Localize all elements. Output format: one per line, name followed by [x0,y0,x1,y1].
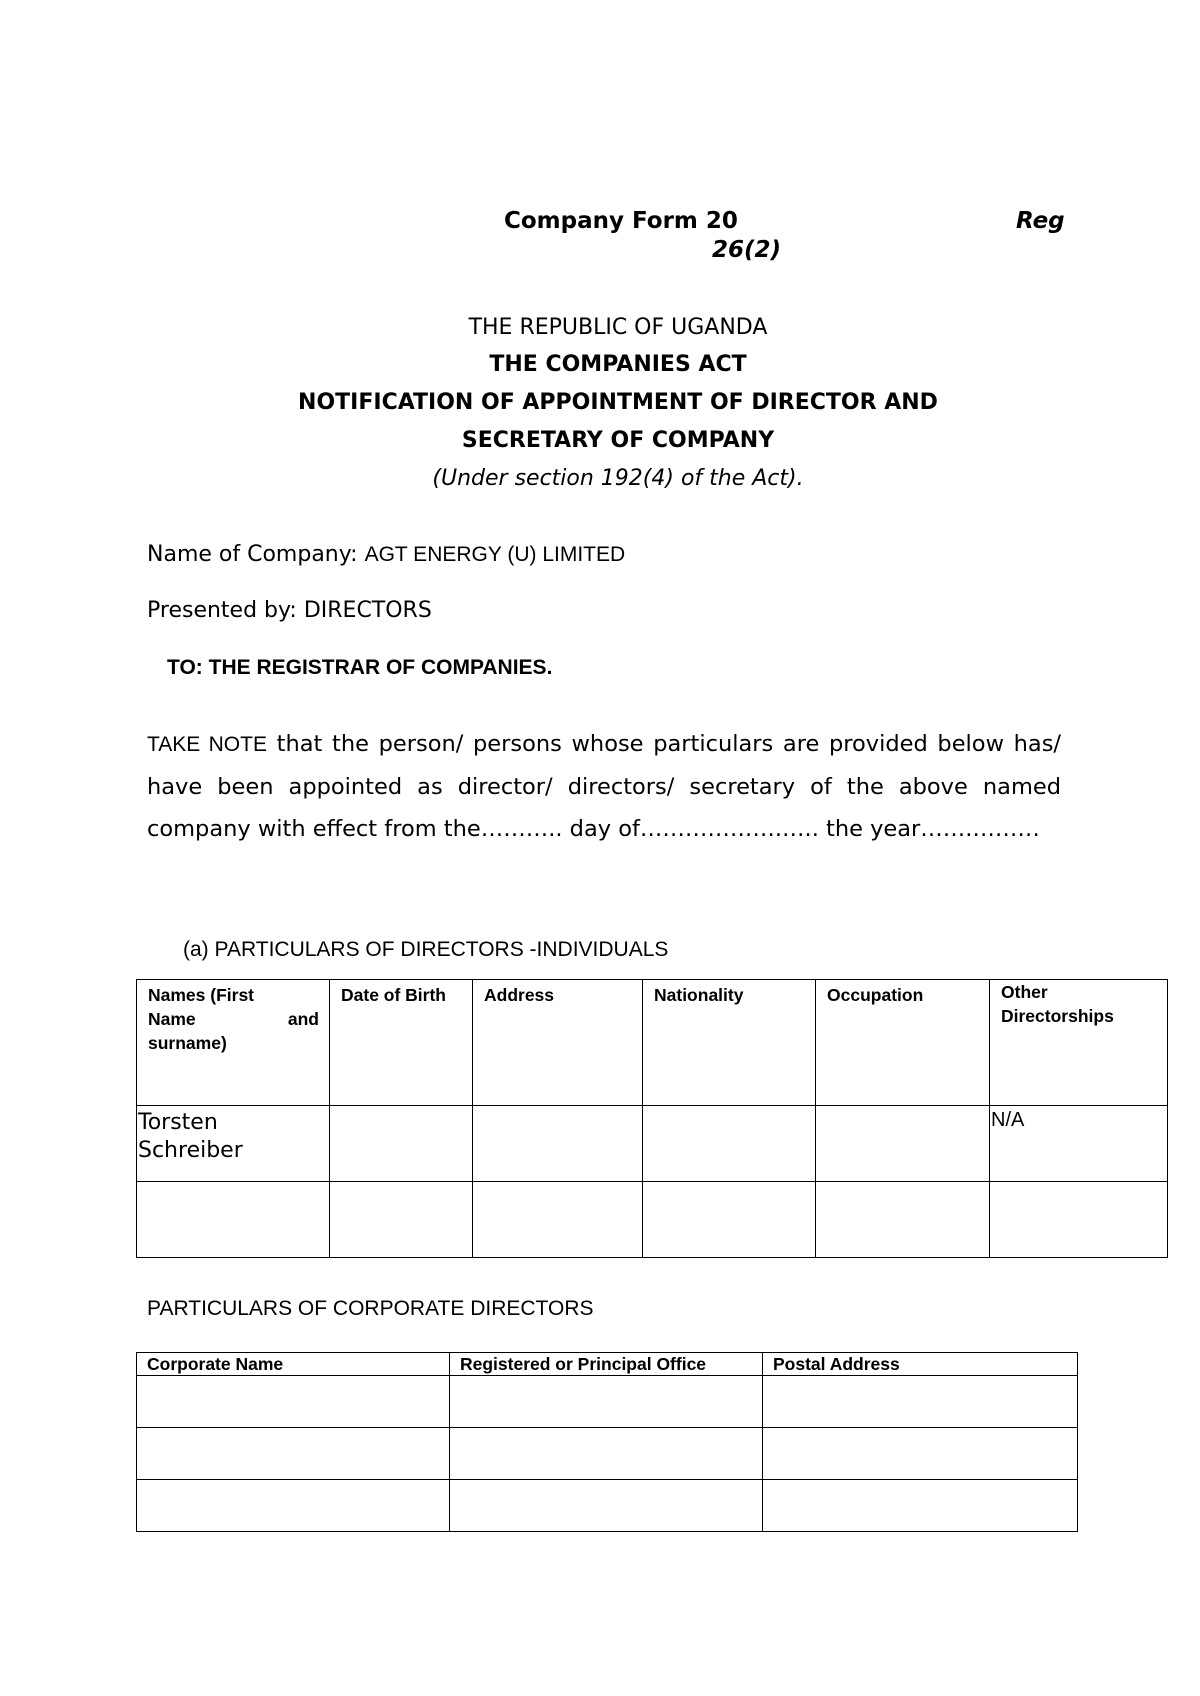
col-other-line1: Other [1001,982,1048,1002]
col-names-line2-a: Name [148,1009,196,1029]
cell-other-directorships: N/A [990,1106,1168,1182]
section-reference: (Under section 192(4) of the Act). [432,466,804,491]
cell-corporate-name [137,1480,450,1532]
cell-dob [330,1106,473,1182]
notice-lead: TAKE NOTE [147,733,267,756]
table-row [137,1428,1078,1480]
col-occupation: Occupation [816,980,990,1106]
col-nationality: Nationality [643,980,816,1106]
individual-directors-heading: (a) PARTICULARS OF DIRECTORS -INDIVIDUALS [183,938,669,961]
notification-title-line1: NOTIFICATION OF APPOINTMENT OF DIRECTOR AND [298,390,938,415]
corporate-directors-heading: PARTICULARS OF CORPORATE DIRECTORS [147,1297,594,1320]
col-other-line2: Directorships [1001,1006,1114,1026]
cell-corporate-name [137,1428,450,1480]
table-row [137,1376,1078,1428]
cell-postal-address [763,1480,1078,1532]
table-header-row [137,980,1168,1106]
cell-address [473,1182,643,1258]
addressee: TO: THE REGISTRAR OF COMPANIES. [167,656,553,679]
company-name-value: AGT ENERGY (U) LIMITED [364,543,626,566]
company-name-line [147,542,625,567]
cell-registered-office [450,1428,763,1480]
col-names-line2 [148,1007,319,1031]
notification-title-line2: SECRETARY OF COMPANY [461,428,775,453]
col-other-directorships [990,980,1168,1106]
presented-by-value: DIRECTORS [303,598,432,623]
col-registered-office: Registered or Principal Office [450,1353,763,1376]
cell-name [137,1106,330,1182]
table-row [137,1480,1078,1532]
cell-address [473,1106,643,1182]
table-header-row [137,1353,1078,1376]
col-dob: Date of Birth [330,980,473,1106]
col-names-line1: Names (First [148,985,255,1005]
act-title: THE COMPANIES ACT [489,352,747,377]
corporate-directors-table [136,1352,1078,1532]
col-corporate-name: Corporate Name [137,1353,450,1376]
company-name-label: Name of Company: [147,542,365,567]
name-first: Torsten [138,1110,218,1135]
cell-name [137,1182,330,1258]
table-row [137,1106,1168,1182]
col-postal-address: Postal Address [763,1353,1078,1376]
cell-nationality [643,1106,816,1182]
cell-dob [330,1182,473,1258]
regulation-number: 26(2) [712,237,782,263]
cell-occupation [816,1106,990,1182]
cell-postal-address [763,1376,1078,1428]
table-row [137,1182,1168,1258]
presented-by-label: Presented by: [147,598,304,623]
col-names-line2-b: and [287,1009,319,1029]
republic-title: THE REPUBLIC OF UGANDA [468,315,768,340]
cell-registered-office [450,1480,763,1532]
col-names [137,980,330,1106]
notice-paragraph [147,723,1061,850]
presented-by-line [147,598,432,623]
regulation-label: Reg [1016,208,1065,234]
cell-registered-office [450,1376,763,1428]
form-number: Company Form 20 [504,208,738,234]
col-names-line3: surname) [148,1033,227,1053]
cell-postal-address [763,1428,1078,1480]
cell-nationality [643,1182,816,1258]
notice-body: that the person/ persons whose particulars are provided below has/ have been appointed as director/ directors/ secretary of the above named company with effect from the……….. day of……………….….. the year…….……… [147,731,1061,842]
col-address: Address [473,980,643,1106]
cell-occupation [816,1182,990,1258]
individual-directors-table [136,979,1168,1258]
cell-corporate-name [137,1376,450,1428]
name-last: Schreiber [138,1138,243,1163]
cell-other-directorships [990,1182,1168,1258]
